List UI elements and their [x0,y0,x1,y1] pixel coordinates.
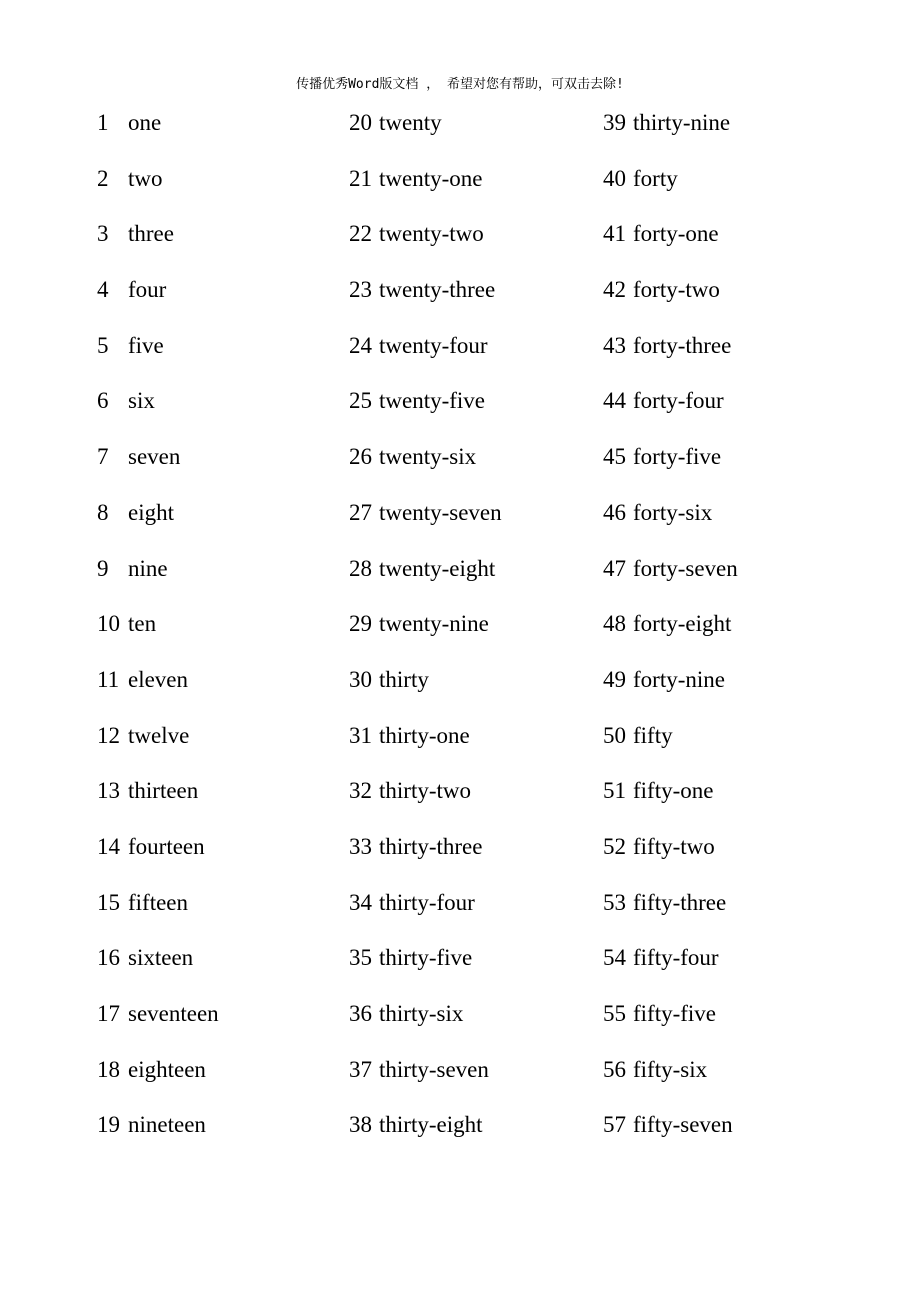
item-word: eight [128,499,174,525]
item-number: 23 [349,277,372,303]
item-number: 8 [97,499,109,525]
item-number: 12 [97,722,120,748]
item-word: twenty-eight [379,555,496,581]
item-number: 39 [603,110,626,135]
item-number: 2 [97,165,109,191]
item-word: three [128,221,174,247]
item-number: 56 [603,1056,626,1082]
item-number: 37 [349,1056,372,1082]
item-number: 1 [97,110,109,135]
item-word: fifty-seven [633,1112,733,1138]
list-item [603,494,738,550]
item-number: 25 [349,388,372,414]
item-number: 47 [603,555,626,581]
column-1 [97,104,219,1162]
list-item [603,717,738,773]
item-number: 51 [603,778,626,804]
item-word: fifty-four [633,945,719,971]
list-item [349,382,502,438]
item-number: 35 [349,945,372,971]
item-number: 13 [97,778,120,804]
item-word: four [128,277,167,303]
item-word: forty-three [633,332,732,358]
list-item [97,605,219,661]
list-item [97,939,219,995]
list-item [97,382,219,438]
list-item [97,550,219,606]
item-number: 34 [349,889,372,915]
list-item [349,772,502,828]
list-item [97,828,219,884]
item-word: five [128,332,164,358]
item-word: twenty-one [379,165,483,191]
list-item [349,494,502,550]
item-word: fifty-three [633,889,727,915]
item-number: 42 [603,277,626,303]
list-item [349,605,502,661]
list-item [603,382,738,438]
list-item [97,215,219,271]
list-item [603,884,738,940]
item-number: 16 [97,945,120,971]
item-word: one [128,110,162,135]
item-word: six [128,388,155,414]
item-number: 9 [97,555,109,581]
item-number: 18 [97,1056,120,1082]
page-header-note: 传播优秀Word版文档 ， 希望对您有帮助，可双击去除! [296,77,624,92]
list-item [603,772,738,828]
item-number: 31 [349,722,372,748]
list-item [349,828,502,884]
list-item [603,828,738,884]
item-word: forty-nine [633,666,725,692]
item-number: 7 [97,444,109,470]
list-item [97,772,219,828]
item-number: 43 [603,332,626,358]
item-number: 11 [97,666,120,692]
list-item [97,327,219,383]
item-word: fifty-six [633,1056,708,1082]
list-item [349,1051,502,1107]
item-word: thirty-nine [633,110,731,135]
item-number: 5 [97,332,109,358]
item-word: thirteen [128,778,199,804]
item-number: 30 [349,666,372,692]
item-number: 54 [603,945,626,971]
item-number: 20 [349,110,372,135]
item-word: fifty-two [633,833,715,859]
item-word: nine [128,555,168,581]
item-number: 4 [97,277,109,303]
item-word: twenty-nine [379,611,489,637]
list-item [97,995,219,1051]
item-number: 36 [349,1001,372,1026]
list-item [603,1051,738,1107]
item-word: forty-five [633,444,722,470]
list-item [349,160,502,216]
item-number: 10 [97,611,120,637]
item-number: 21 [349,165,372,191]
list-item [603,995,738,1051]
list-item [603,215,738,271]
item-number: 17 [97,1001,120,1026]
list-item [349,550,502,606]
item-number: 26 [349,444,372,470]
list-item [349,271,502,327]
list-item [603,160,738,216]
item-word: forty-four [633,388,724,414]
item-word: seventeen [128,1001,219,1026]
list-item [97,1106,219,1162]
item-word: thirty-two [379,778,471,804]
item-number: 29 [349,611,372,637]
list-item [349,215,502,271]
list-item [603,939,738,995]
list-item [349,661,502,717]
list-item [603,1106,738,1162]
list-item [603,327,738,383]
item-word: thirty-eight [379,1112,483,1138]
item-number: 19 [97,1112,120,1138]
item-number: 6 [97,388,109,414]
item-number: 24 [349,332,372,358]
item-number: 57 [603,1112,626,1138]
list-item [603,438,738,494]
item-word: fifty-five [633,1001,717,1026]
list-item [97,160,219,216]
item-word: twenty-seven [379,499,502,525]
list-item [349,939,502,995]
list-item [603,550,738,606]
item-word: thirty-one [379,722,470,748]
item-number: 46 [603,499,626,525]
item-word: thirty-seven [379,1056,489,1082]
list-item [349,717,502,773]
list-item [349,884,502,940]
item-word: forty [633,165,678,191]
item-word: twenty-three [379,277,496,303]
item-word: twelve [128,722,190,748]
item-word: forty-one [633,221,719,247]
list-item [349,438,502,494]
item-number: 45 [603,444,626,470]
item-number: 14 [97,833,120,859]
item-word: seven [128,444,181,470]
item-word: eighteen [128,1056,206,1082]
list-item [97,271,219,327]
list-item [603,271,738,327]
item-word: two [128,165,163,191]
list-item [97,438,219,494]
item-word: thirty-four [379,889,475,915]
item-word: sixteen [128,945,194,971]
item-word: forty-seven [633,555,738,581]
item-word: fifteen [128,889,189,915]
item-number: 55 [603,1001,626,1026]
item-number: 33 [349,833,372,859]
item-word: fifty-one [633,778,714,804]
item-word: twenty-six [379,444,477,470]
item-word: fourteen [128,833,205,859]
item-number: 40 [603,165,626,191]
list-item [97,104,219,160]
item-word: fifty [633,722,673,748]
item-number: 27 [349,499,372,525]
item-number: 48 [603,611,626,637]
list-item [97,494,219,550]
item-word: twenty-five [379,388,486,414]
item-word: eleven [128,666,189,692]
list-item [97,884,219,940]
item-number: 49 [603,666,626,692]
item-number: 32 [349,778,372,804]
list-item [349,104,502,160]
item-number: 50 [603,722,626,748]
item-word: twenty-four [379,332,488,358]
item-word: forty-two [633,277,720,303]
item-number: 53 [603,889,626,915]
item-word: thirty-three [379,833,483,859]
item-number: 15 [97,889,120,915]
list-item [349,1106,502,1162]
column-3 [603,104,738,1162]
list-item [603,661,738,717]
item-word: twenty-two [379,221,484,247]
item-number: 22 [349,221,372,247]
list-item [349,327,502,383]
column-2 [349,104,502,1162]
item-word: ten [128,611,157,637]
number-word-list [0,104,920,1164]
item-number: 3 [97,221,109,247]
list-item [97,1051,219,1107]
item-word: thirty-five [379,945,473,971]
item-number: 38 [349,1112,372,1138]
item-number: 28 [349,555,372,581]
item-number: 41 [603,221,626,247]
item-word: thirty [379,666,429,692]
item-word: twenty [379,110,442,135]
item-number: 52 [603,833,626,859]
list-item [97,717,219,773]
item-word: thirty-six [379,1001,464,1026]
item-word: nineteen [128,1112,206,1138]
item-number: 44 [603,388,626,414]
list-item [349,995,502,1051]
item-word: forty-six [633,499,713,525]
list-item [603,605,738,661]
list-item [603,104,738,160]
item-word: forty-eight [633,611,732,637]
list-item [97,661,219,717]
